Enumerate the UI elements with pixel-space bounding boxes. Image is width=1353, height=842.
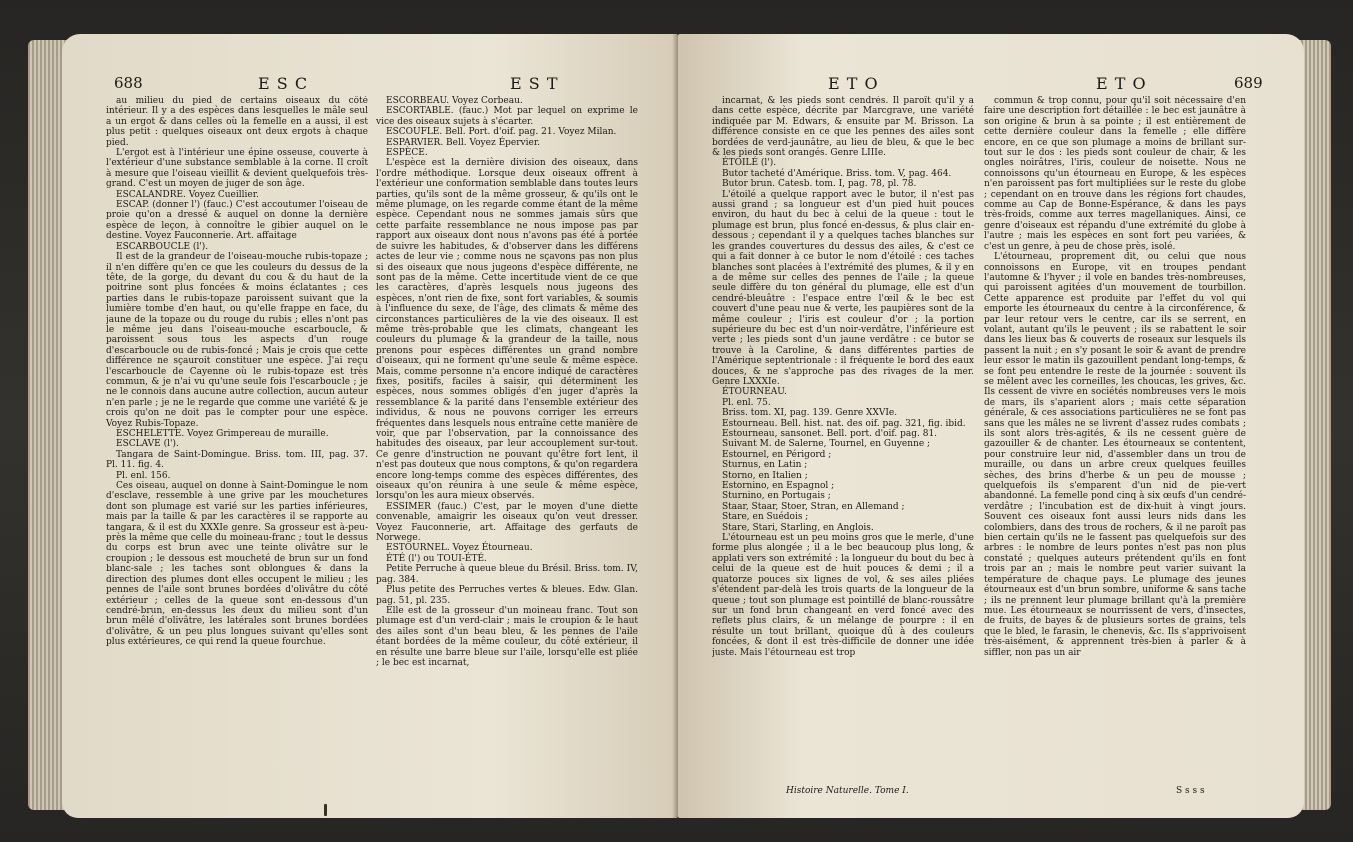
citation: Staar, Staar, Stoer, Stran, en Allemand ; [722,501,905,512]
page-number-right: 689 [1234,74,1263,92]
paragraph: L'ergot est à l'intérieur une épine osseuse, couverte à l'extérieur d'une substance semblable à la corne. Il croît à mesure que l'oiseau vieillit & devient quelquefois très-grand. C'est un moyen de juger de son âge. [106,148,368,190]
entry-heading: ESCARBOUCLE (l'). [116,241,209,252]
paragraph: ESCORTABLE. (fauc.) Mot par lequel on exprime le vice des oiseaux sujets à s'écarter. [376,106,638,127]
running-head-left-b: E S T [510,74,559,93]
right-page [678,34,1304,818]
entry-heading: ÉTOILÉ (l'). [722,158,777,169]
page-number-left: 688 [114,74,143,92]
left-column-a [106,96,368,796]
citation: Stare, Stari, Starling, en Anglois. [722,522,874,533]
paragraph: L'étourneau, proprement dit, ou celui que nous connoissons en Europe, vit en troupes pendant l'automne & l'hyver ; il vole en bandes très-nombreuses, qui paroissent agitées d'un mouvement de tourbillon. Cette apparence est produite par l'effet du vol qui emporte les étourneaux du centre à la circonférence, & par leur retour vers le centre, car ils se serrent, en volant, autant qu'ils le peuvent ; ils se rabattent le soir dans les lieux bas & couverts de roseaux sur lesquels ils passent la nuit ; en s'y posant le soir & avant de prendre leur essor le matin ils gazouillent pendant long-temps, & se font peu entendre le reste de la journée : souvent ils se mêlent avec les corneilles, les choucas, les grives, &c. Ils cessent de vivre en sociétés nombreuses vers le mois de mars, ils s'aparient alors ; mais cette séparation générale, & ces associations particulières ne se font pas sans que les mâles ne se livrent d'assez rudes combats ; ils sont alors très-agités, & ils ne cessent guère de gazouiller & de chanter. Les étourneaux se contentent, pour construire leur nid, d'assembler dans un trou de muraille, ou dans un arbre creux quelques feuilles sèches, des brins d'herbe & un peu de mousse ; quelquefois ils s'emparent d'un nid de pie-vert abandonné. La femelle pond cinq à six œufs d'un cendré-verdâtre ; l'incubation est de dix-huit à vingt jours. Souvent ces oiseaux font aussi leurs nids dans les colombiers, dans des trous de rochers, & il ne paroît pas bien certain qu'ils ne le fassent pas quelquefois sur des arbres : le nombre de leurs pontes n'est pas non plus constaté ; quelques auteurs prétendent qu'ils en font trois par an ; mais le nombre peut varier suivant la température de chaque pays. Le plumage des jeunes étourneaux est d'un brun sombre, uniforme & sans tache ; ils ne prennent leur plumage brillant qu'à la première mue. Les étourneaux se nourrissent de vers, d'insectes, de fruits, de bayes & de plusieurs sortes de grains, tels que le bled, le farasin, le chenevis, &c. Ils s'apprivoisent très-aisément, & apprennent très-bien à parler & à siffler, non pas un air [984,252,1246,658]
citation: Plus petite des Perruches vertes & bleues. Edw. Glan. pag. 51, pl. 235. [376,585,638,606]
citation: Petite Perruche à queue bleue du Brésil. Briss. tom. IV, pag. 384. [376,564,638,585]
citation: Estornino, en Espagnol ; [722,481,835,492]
citation: Tangara de Saint-Domingue. Briss. tom. III, pag. 37. Pl. 11. fig. 4. [106,449,368,471]
citation: Pl. enl. 156. [116,470,171,481]
running-head-right-a: E T O [828,74,879,93]
right-column-a [712,96,974,784]
citation: Estourneau, sansonet. Bell. port. d'oif. pag. 81. [722,429,938,439]
paragraph: Il est de la grandeur de l'oiseau-mouche rubis-topaze ; il n'en diffère qu'en ce que les couleurs du dessus de la tête, de la gorge, du devant du cou & du haut de la poitrine sont plus foncées & moins éclatantes ; ces parties dans le rubis-topaze paroissent suivant que la lumière tombe d'en haut, ou qu'elle frappe en face, du jaune de la topaze ou du rouge du rubis ; elles n'ont pas le même jeu dans l'oiseau-mouche escarboucle, & paroissent sous tous les aspects d'un rouge d'escarboucle ou de rubis-foncé ; Mais je crois que cette différence ne sçauroit constituer une espèce. J'ai reçu l'escarboucle de Cayenne où le rubis-topaze est très commun, & je n'ai vu qu'une seule fois l'escarboucle ; je ne le connois dans aucune autre collection, aucun auteur n'en parle ; je ne le regarde que comme une variété & je crois qu'on ne doit pas le compter pour une espèce. Voyez Rubis-Topaze. [106,252,368,429]
paragraph: ESCAP. (donner l') (fauc.) C'est accoutumer l'oiseau de proie qu'on a dressé & auquel on donne la dernière espèce de leçon, à connoître le gibier auquel on le destine. Voyez Fauconnerie. Art. affaitage [106,200,368,242]
right-column-b [984,96,1246,784]
paragraph: L'étoilé a quelque rapport avec le butor, il n'est pas aussi grand ; sa longueur est d'un pied huit pouces environ, du haut du bec à celui de la queue : tout le plumage est brun, plus foncé en-dessus, & plus clair en-dessous ; cependant il y a quelques taches blanches sur les grandes couvertures du dessus des ailes, & c'est ce qui a fait donner à ce butor le nom d'étoilé : ces taches blanches sont placées à l'extrémité des plumes, & il y en a de même sur celles des pennes de l'aile ; la queue seule diffère du ton général du plumage, elle est d'un cendré-bleuâtre : l'espace entre l'œil & le bec est couvert d'une peau nue & verte, les paupières sont de la même couleur ; l'iris est couleur d'or ; la portion supérieure du bec est d'un noir-verdâtre, l'inférieure est verte ; les pieds sont d'un jaune verdâtre : ce butor se trouve à la Caroline, & dans différentes parties de l'Amérique septentrionale : il fréquente le bord des eaux douces, & ne s'approche pas des rivages de la mer. Genre LXXXIe. [712,189,974,387]
entry-heading: ESPÈCE. [386,148,428,159]
entry-heading: ESCALANDRE. Voyez Cueillier. [116,189,259,200]
footer-title: Histoire Naturelle. Tome I. [786,786,909,796]
paragraph: L'espèce est la dernière division des oiseaux, dans l'ordre méthodique. Lorsque deux oiseaux offrent à l'extérieur une conformation semblable dans toutes leurs parties, qu'ils sont de la même grosseur, & qu'ils ont le même plumage, on les regarde comme étant de la même espèce. Cependant nous ne sommes jamais sûrs que cette parfaite ressemblance ne nous impose pas par rapport aux oiseaux dont nous n'avons pas été à portée de suivre les habitudes, & d'observer dans les différens actes de leur vie ; comme nous ne sçavons pas non plus si des oiseaux que nous jugeons d'espèce différente, ne sont pas de la même. Cette incertitude vient de ce que les caractères, d'après lesquels nous jugeons des espèces, n'ont rien de fixe, sont fort variables, & soumis à l'influence du sexe, de l'âge, des climats & même des circonstances particulières de la vie des oiseaux. Il est même très-probable que les climats, changeant les couleurs du plumage & la grandeur de la taille, nous prenons pour espèces différentes un grand nombre d'oiseaux, qui ne forment qu'une seule & même espèce. Mais, comme personne n'a encore indiqué de caractères fixes, positifs, faciles à saisir, qui déterminent les espèces, nous sommes obligés d'en juger d'après la ressemblance & la parité dans l'ensemble extérieur des individus, & nous ne pouvons corriger les erreurs fréquentes dans lesquels nous entraîne cette manière de voir, que par l'observation, par la connoissance des habitudes des oiseaux, par leur accouplement sur-tout. Ce genre d'instruction ne pouvant qu'être fort lent, il n'est pas douteux que nous comptons, & qu'on regardera encore long-temps comme des espèces différentes, des oiseaux qu'on réunira à une seule & même espèce, lorsqu'on les aura mieux observés. [376,158,638,502]
citation: Butor brun. Catesb. tom. I, pag. 78, pl. 78. [722,179,917,190]
citation: Sturnus, en Latin ; [722,460,808,471]
citation: Stare, en Suédois ; [722,512,809,523]
paragraph: ESSIMER (fauc.) C'est, par le moyen d'une diette convenable, amaigrir les oiseaux qu'on veut dresser. Voyez Fauconnerie, art. Affaitage des gerfauts de Norwege. [376,501,638,544]
entry-heading: ESTOURNEL. Voyez Étourneau. [386,543,533,554]
entry-heading: ÉTOURNEAU. [722,387,787,398]
left-column-b [376,96,638,796]
paragraph: L'étourneau est un peu moins gros que le merle, d'une forme plus alongée ; il a le bec beaucoup plus long, & applati vers son extrémité : la longueur du bout du bec à celui de la queue est de huit pouces & demi ; il a quatorze pouces six lignes de vol, & ses ailes pliées s'étendent par-delà les trois quarts de la longueur de la queue ; tout son plumage est pointillé de blanc-roussâtre sur un fond brun changeant en verd foncé avec des reflets plus clairs, & un mélange de pourpre : il en résulte un tout brillant, quoique dû à des couleurs foncées, & dont il est très-difficile de donner une idée juste. Mais l'étourneau est trop [712,533,974,658]
citation: Sturnino, en Portugais ; [722,491,831,502]
paragraph: ESCOUFLE. Bell. Port. d'oif. pag. 21. Voyez Milan. [386,127,617,138]
paragraph: au milieu du pied de certains oiseaux du côté intérieur. Il y a des espèces dans lesquelles le mâle seul a un ergot & dans celles où la femelle en a aussi, il est plus petit : quelques oiseaux ont deux ergots à chaque pied. [106,96,368,148]
left-page [62,34,678,818]
running-head-right-b: E T O [1096,74,1147,93]
citation: Suivant M. de Salerne, Tournel, en Guyenne ; [722,439,931,450]
entry-heading: ÉTÉ (l') ou TOUI-ÉTÉ. [386,553,487,564]
ink-mark [324,804,327,816]
entry-heading: ESCHELETTE. Voyez Grimpereau de muraille. [116,429,329,439]
signature-mark: S s s s [1176,786,1205,796]
paragraph: Elle est de la grosseur d'un moineau franc. Tout son plumage est d'un verd-clair ; mais le croupion & le haut des ailes sont d'un beau bleu, & les pennes de l'aile étant bordées de la même couleur, du côté extérieur, il en résulte une barre bleue sur l'aile, lorsqu'elle est pliée ; le bec est incarnat, [376,605,638,668]
paragraph: Ces oiseau, auquel on donne à Saint-Domingue le nom d'esclave, ressemble à une grive par les mouchetures dont son plumage est varié sur les parties inférieures, mais par la taille & par les caractères il se rapporte au tangara, & il est du XXXIe genre. Sa grosseur est à-peu-près la même que celle du moineau-franc ; tout le dessus du corps est brun avec une teinte olivâtre sur le croupion ; le dessous est moucheté de brun sur un fond blanc-sale ; les taches sont oblongues & dans la direction des plumes dont elles occupent le milieu ; les pennes de l'aile sont brunes bordées d'olivâtre du côté extérieur ; celles de la queue sont en-dessous d'un cendré-brun, en-dessus les deux du milieu sont d'un brun mêlé d'olivâtre, les latérales sont brunes bordées d'olivâtre, & un peu plus longues suivant qu'elles sont plus extérieures, ce qui rend la queue fourchue. [106,481,368,648]
citation: Estourneau. Bell. hist. nat. des oif. pag. 321, fig. ibid. [722,418,966,429]
entry-heading: ESCLAVE (l'). [116,439,179,450]
citation: Pl. enl. 75. [722,397,771,408]
citation: Butor tacheté d'Amérique. Briss. tom. V, pag. 464. [722,168,952,179]
paragraph: incarnat, & les pieds sont cendrés. Il paroît qu'il y a dans cette espèce, décrite par Marcgrave, une variété indiquée par M. Edwars, & ensuite par M. Brisson. La différence consiste en ce que les pennes des ailes sont bordées de verd-jaunâtre, au lieu de bleu, & que le bec & les pieds sont orangés. Genre LIIIe. [712,96,974,159]
paragraph: ESPARVIER. Bell. Voyez Épervier. [386,137,540,148]
entry-heading: ESCORBEAU. Voyez Corbeau. [386,96,523,106]
citation: Briss. tom. XI, pag. 139. Genre XXVIe. [722,408,898,419]
running-head-left-a: E S C [258,74,309,93]
citation: Estournel, en Périgord ; [722,449,832,460]
paragraph: commun & trop connu, pour qu'il soit nécessaire d'en faire une description fort détaillée : le bec est jaunâtre à son origine & brun à sa pointe ; il est entièrement de cette dernière couleur dans la femelle ; elle diffère encore, en ce que son plumage a moins de brillant sur-tout sur le dos : les pieds sont couleur de chair, & les ongles noirâtres, l'iris, couleur de noisette. Nous ne connoissons qu'un étourneau en Europe, & les espèces n'en paroissent pas fort multipliées sur le reste du globe ; cependant on en trouve dans les régions fort chaudes, comme au Cap de Bonne-Espérance, & dans les pays très-froids, comme aux terres magellaniques. Ainsi, ce genre d'oiseaux est répandu d'une extrémité du globe à l'autre ; mais les espèces en sont fort peu variées, & c'est un genre, à peu de chose près, isolé. [984,96,1246,252]
citation: Storno, en Italien ; [722,470,808,481]
